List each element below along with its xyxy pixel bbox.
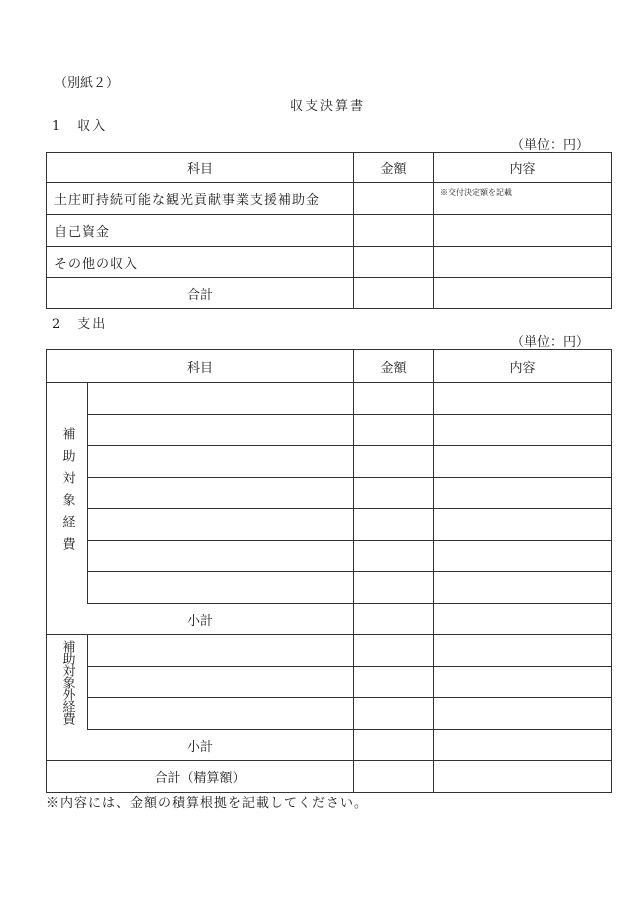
- expense-item-cell[interactable]: [88, 541, 354, 572]
- expense-subsidized-row: [47, 509, 612, 541]
- subsidized-group-cell: [47, 383, 88, 604]
- expense-subsidized-row: [47, 572, 612, 604]
- income-header-row: [47, 153, 612, 183]
- expense-amount-cell[interactable]: [354, 541, 434, 572]
- subsidized-subtotal-content-cell[interactable]: [434, 604, 612, 635]
- expense-amount-cell[interactable]: [354, 667, 434, 698]
- expense-item-cell[interactable]: [88, 478, 354, 509]
- expense-amount-cell[interactable]: [354, 635, 434, 667]
- non-subsidized-group-label: 補助対象外経費: [59, 640, 75, 725]
- expense-content-cell[interactable]: [434, 635, 612, 667]
- income-row: [47, 247, 612, 278]
- expense-amount-cell[interactable]: [354, 478, 434, 509]
- expense-content-cell[interactable]: [434, 446, 612, 478]
- subsidized-subtotal-amount-cell[interactable]: [354, 604, 434, 635]
- expense-subsidized-row: [47, 383, 612, 415]
- income-unit-label: （単位：円）: [511, 138, 590, 153]
- expense-item-cell[interactable]: [88, 572, 354, 604]
- expense-subsidized-row: [47, 541, 612, 572]
- expense-content-cell[interactable]: [434, 667, 612, 698]
- expense-amount-cell[interactable]: [354, 415, 434, 446]
- expense-header-content: 内容: [434, 350, 612, 383]
- expense-item-cell[interactable]: [88, 446, 354, 478]
- expense-subsidized-row: [47, 415, 612, 446]
- expense-content-cell[interactable]: [434, 698, 612, 730]
- expense-non-subsidized-row: [47, 635, 612, 667]
- grand-total-content-cell[interactable]: [434, 761, 612, 793]
- grand-total-label: 合計（精算額）: [47, 761, 354, 793]
- income-row-item: 自己資金: [47, 215, 354, 247]
- income-total-label: 合計: [47, 278, 354, 309]
- subsidized-group-label: 補助対象経費: [59, 427, 75, 560]
- expense-subsidized-row: [47, 446, 612, 478]
- expense-content-cell[interactable]: [434, 572, 612, 604]
- expense-item-cell[interactable]: [88, 698, 354, 730]
- expense-header-row: [47, 350, 612, 383]
- expense-item-cell[interactable]: [88, 667, 354, 698]
- expense-amount-cell[interactable]: [354, 509, 434, 541]
- income-header-content: 内容: [434, 153, 612, 183]
- expense-content-cell[interactable]: [434, 541, 612, 572]
- non-subsidized-subtotal-content-cell[interactable]: [434, 730, 612, 761]
- expense-non-subsidized-row: [47, 698, 612, 730]
- grand-total-row: [47, 761, 612, 793]
- expense-content-cell[interactable]: [434, 509, 612, 541]
- footer-note: ※内容には、金額の積算根拠を記載してください。: [46, 796, 369, 811]
- expense-table: [46, 349, 612, 793]
- expense-subsidized-row: [47, 478, 612, 509]
- income-header-amount: 金額: [354, 153, 434, 183]
- expense-amount-cell[interactable]: [354, 572, 434, 604]
- income-row-content-cell[interactable]: [434, 215, 612, 247]
- expense-header-item: 科目: [47, 350, 354, 383]
- subsidized-subtotal-label: 小計: [47, 604, 354, 635]
- attachment-label: （別紙２）: [54, 76, 120, 91]
- income-table: [46, 152, 612, 309]
- non-subsidized-group-cell: [47, 635, 88, 730]
- expense-item-cell[interactable]: [88, 509, 354, 541]
- expense-amount-cell[interactable]: [354, 383, 434, 415]
- expense-content-cell[interactable]: [434, 383, 612, 415]
- income-total-row: [47, 278, 612, 309]
- income-row-amount-cell[interactable]: [354, 247, 434, 278]
- income-header-item: 科目: [47, 153, 354, 183]
- income-row: [47, 215, 612, 247]
- expense-amount-cell[interactable]: [354, 446, 434, 478]
- expense-non-subsidized-row: [47, 667, 612, 698]
- income-row-item: 土庄町持続可能な観光貢献事業支援補助金: [47, 183, 354, 215]
- income-row: [47, 183, 612, 215]
- expense-item-cell[interactable]: [88, 415, 354, 446]
- expense-amount-cell[interactable]: [354, 698, 434, 730]
- expense-unit-label: （単位：円）: [511, 335, 590, 350]
- expense-section-label: 2 支出: [52, 317, 108, 332]
- income-row-item: その他の収入: [47, 247, 354, 278]
- grand-total-amount-cell[interactable]: [354, 761, 434, 793]
- income-total-amount-cell[interactable]: [354, 278, 434, 309]
- income-total-content-cell[interactable]: [434, 278, 612, 309]
- income-row-amount-cell[interactable]: [354, 215, 434, 247]
- subsidized-subtotal-row: [47, 604, 612, 635]
- document-title: 収支決算書: [290, 99, 366, 114]
- income-row-content-cell[interactable]: [434, 247, 612, 278]
- expense-header-amount: 金額: [354, 350, 434, 383]
- expense-content-cell[interactable]: [434, 478, 612, 509]
- income-row-amount-cell[interactable]: [354, 183, 434, 215]
- non-subsidized-subtotal-label: 小計: [47, 730, 354, 761]
- non-subsidized-subtotal-row: [47, 730, 612, 761]
- income-section-label: 1 収入: [52, 119, 108, 134]
- non-subsidized-subtotal-amount-cell[interactable]: [354, 730, 434, 761]
- expense-content-cell[interactable]: [434, 415, 612, 446]
- income-row-content-note[interactable]: ※交付決定額を記載: [434, 183, 612, 215]
- expense-item-cell[interactable]: [88, 635, 354, 667]
- expense-item-cell[interactable]: [88, 383, 354, 415]
